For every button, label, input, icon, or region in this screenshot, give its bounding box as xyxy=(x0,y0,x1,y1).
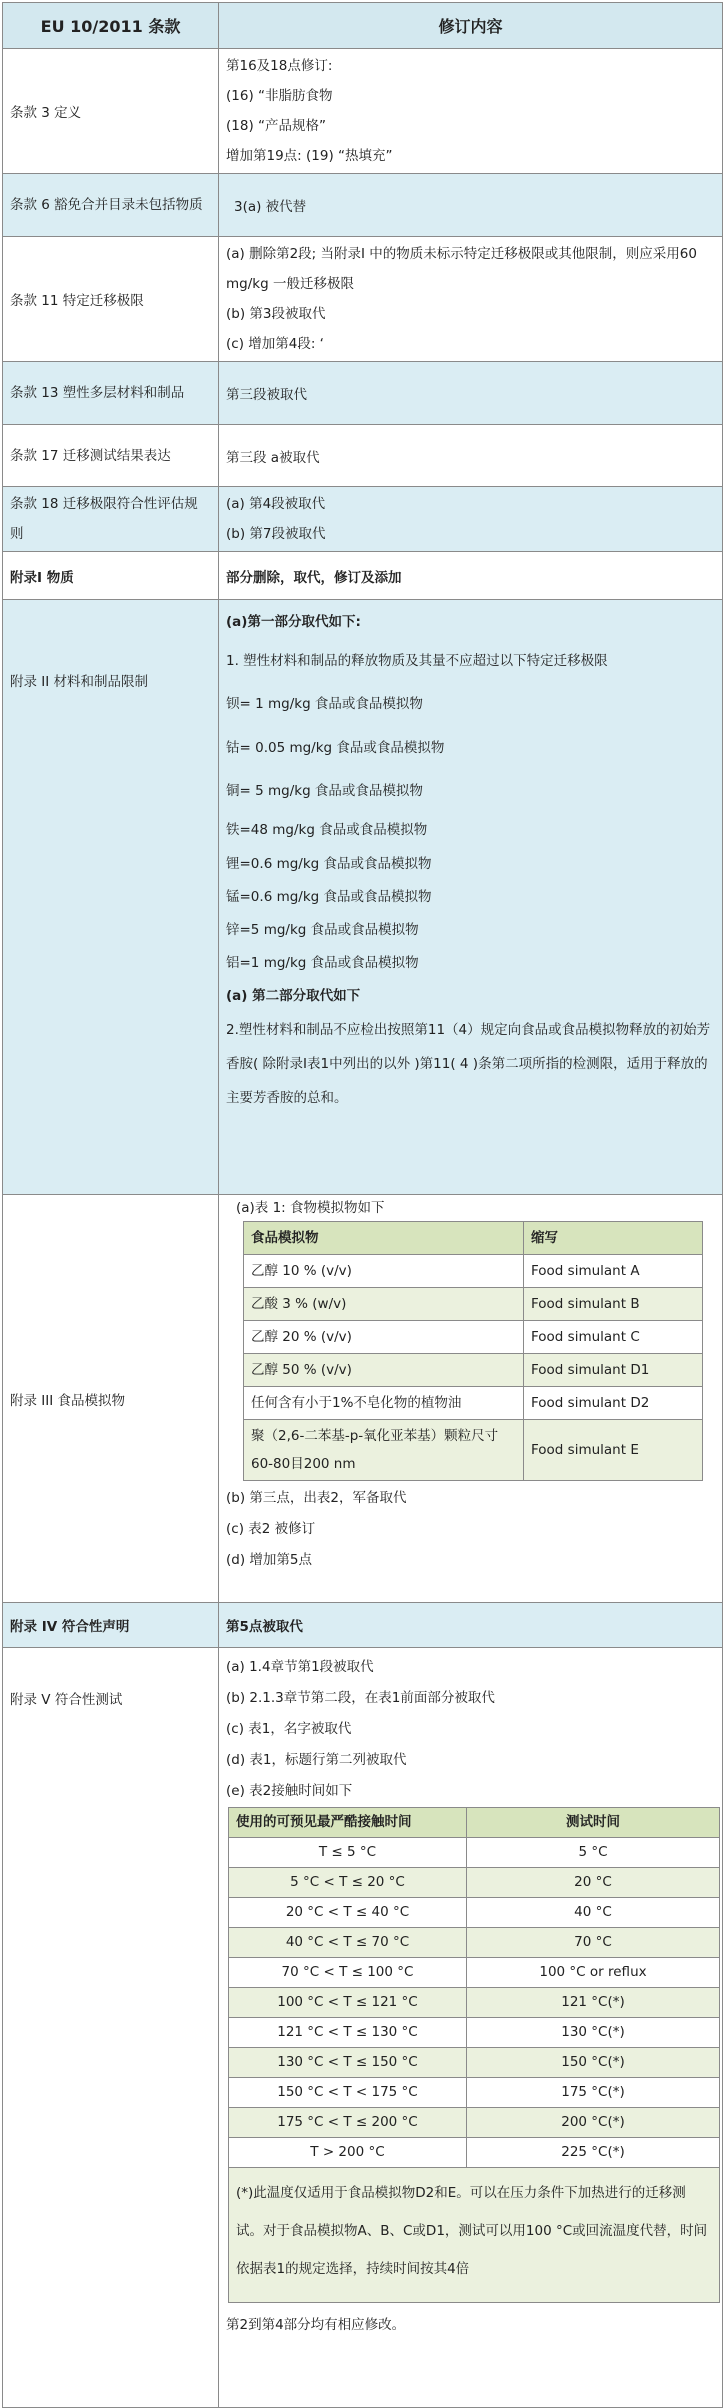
sub-table-row xyxy=(244,1255,703,1288)
clause-cell: 附录 V 符合性测试 xyxy=(3,1648,219,2408)
clause-cell: 条款 3 定义 xyxy=(3,49,219,174)
sub-table-row xyxy=(229,2018,720,2048)
cell: Food simulant D2 xyxy=(524,1387,703,1420)
line: 铜= 5 mg/kg 食品或食品模拟物 xyxy=(226,783,423,799)
table-row xyxy=(3,237,723,362)
line: 1. 塑性材料和制品的释放物质及其量不应超过以下特定迁移极限 xyxy=(226,653,608,669)
clause-cell: 附录 II 材料和制品限制 xyxy=(3,600,219,1195)
header-cell: 食品模拟物 xyxy=(244,1222,524,1255)
content-cell xyxy=(219,600,723,1195)
table-row xyxy=(3,1195,723,1603)
line: (c) 增加第4段: ‘ xyxy=(226,336,324,352)
cell: 乙醇 10 % (v/v) xyxy=(244,1255,524,1288)
sub-table-row xyxy=(229,2048,720,2078)
sub-table-row xyxy=(244,1387,703,1420)
cell: 130 °C(*) xyxy=(467,2018,720,2048)
header-content: 修订内容 xyxy=(219,3,723,49)
table-row xyxy=(3,362,723,425)
line: (b) 第三点，出表2，军备取代 xyxy=(226,1490,407,1506)
sub-table-row xyxy=(229,1838,720,1868)
clause-cell: 附录 III 食品模拟物 xyxy=(3,1195,219,1603)
line: 锂=0.6 mg/kg 食品或食品模拟物 xyxy=(226,856,432,872)
header-cell: 使用的可预见最严酷接触时间 xyxy=(229,1808,467,1838)
line: 3(a) 被代替 xyxy=(234,199,307,215)
clause-cell: 条款 11 特定迁移极限 xyxy=(3,237,219,362)
cell: 5 °C xyxy=(467,1838,720,1868)
cell: 乙醇 20 % (v/v) xyxy=(244,1321,524,1354)
cell: Food simulant C xyxy=(524,1321,703,1354)
line: (b) 第7段被取代 xyxy=(226,526,326,542)
cell: 175 °C(*) xyxy=(467,2078,720,2108)
content-cell xyxy=(219,237,723,362)
line: (e) 表2接触时间如下 xyxy=(226,1783,353,1799)
cell: 130 °C < T ≤ 150 °C xyxy=(229,2048,467,2078)
sub-table-row xyxy=(229,2078,720,2108)
line: (a) 第4段被取代 xyxy=(226,496,326,512)
cell: 100 °C or reflux xyxy=(467,1958,720,1988)
cell: Food simulant E xyxy=(524,1420,703,1481)
cell: T ≤ 5 °C xyxy=(229,1838,467,1868)
cell: 任何含有小于1%不皂化物的植物油 xyxy=(244,1387,524,1420)
header-clause: EU 10/2011 条款 xyxy=(3,3,219,49)
sub-table-row xyxy=(229,1898,720,1928)
sub-table-row xyxy=(244,1321,703,1354)
line: (16) “非脂肪食物 xyxy=(226,88,333,104)
line: 第16及18点修订: xyxy=(226,58,333,74)
clause-cell: 条款 13 塑性多层材料和制品 xyxy=(3,362,219,425)
table-row xyxy=(3,1648,723,2408)
cell: 121 °C(*) xyxy=(467,1988,720,2018)
line: (b) 第3段被取代 xyxy=(226,306,326,322)
line: (a)表 1: 食物模拟物如下 xyxy=(236,1200,385,1216)
table-row xyxy=(3,425,723,487)
content-cell xyxy=(219,487,723,552)
cell: T > 200 °C xyxy=(229,2138,467,2168)
cell: 150 °C < T < 175 °C xyxy=(229,2078,467,2108)
table-header xyxy=(3,3,723,49)
line: 钴= 0.05 mg/kg 食品或食品模拟物 xyxy=(226,740,445,756)
line: 2.塑性材料和制品不应检出按照第11（4）规定向食品或食品模拟物释放的初始芳香胺( 除附录I表1中列出的以外 )第11( 4 )条第二项所指的检测限，适用于释放的主要芳香胺的总和。 xyxy=(226,1022,711,1106)
cell: 聚（2,6-二苯基-p-氧化亚苯基）颗粒尺寸60-80目200 nm xyxy=(244,1420,524,1481)
clause-cell: 条款 17 迁移测试结果表达 xyxy=(3,425,219,487)
line: 第2到第4部分均有相应修改。 xyxy=(226,2317,406,2333)
clause-cell: 条款 18 迁移极限符合性评估规则 xyxy=(3,487,219,552)
cell: 225 °C(*) xyxy=(467,2138,720,2168)
cell: 100 °C < T ≤ 121 °C xyxy=(229,1988,467,2018)
table-row xyxy=(3,487,723,552)
cell: Food simulant A xyxy=(524,1255,703,1288)
line: (b) 2.1.3章节第二段，在表1前面部分被取代 xyxy=(226,1690,495,1706)
cell: 20 °C < T ≤ 40 °C xyxy=(229,1898,467,1928)
table-row xyxy=(3,49,723,174)
line: 锰=0.6 mg/kg 食品或食品模拟物 xyxy=(226,889,432,905)
line: 铝=1 mg/kg 食品或食品模拟物 xyxy=(226,955,419,971)
cell: 175 °C < T ≤ 200 °C xyxy=(229,2108,467,2138)
line: (d) 表1，标题行第二列被取代 xyxy=(226,1752,407,1768)
content-cell: 第5点被取代 xyxy=(219,1603,723,1648)
header-cell: 缩写 xyxy=(524,1222,703,1255)
sub-table-row xyxy=(244,1420,703,1481)
sub-table-row xyxy=(229,2138,720,2168)
content-cell xyxy=(219,1648,723,2408)
line: (a) 1.4章节第1段被取代 xyxy=(226,1659,374,1675)
clause-cell: 附录I 物质 xyxy=(3,552,219,600)
cell: Food simulant D1 xyxy=(524,1354,703,1387)
cell: 121 °C < T ≤ 130 °C xyxy=(229,2018,467,2048)
sub-table-header xyxy=(244,1222,703,1255)
content-cell xyxy=(219,174,723,237)
content-cell: 第三段被取代 xyxy=(219,362,723,425)
content-cell xyxy=(219,49,723,174)
cell: 70 °C < T ≤ 100 °C xyxy=(229,1958,467,1988)
cell: 乙醇 50 % (v/v) xyxy=(244,1354,524,1387)
line: 锌=5 mg/kg 食品或食品模拟物 xyxy=(226,922,419,938)
cell: 150 °C(*) xyxy=(467,2048,720,2078)
sub-table-row xyxy=(229,2108,720,2138)
header-cell: 测试时间 xyxy=(467,1808,720,1838)
cell: 20 °C xyxy=(467,1868,720,1898)
cell: Food simulant B xyxy=(524,1288,703,1321)
line: (c) 表2 被修订 xyxy=(226,1521,316,1537)
cell: 乙酸 3 % (w/v) xyxy=(244,1288,524,1321)
cell: 70 °C xyxy=(467,1928,720,1958)
content-cell: 第三段 a被取代 xyxy=(219,425,723,487)
line: 钡= 1 mg/kg 食品或食品模拟物 xyxy=(226,696,423,712)
content-cell xyxy=(219,1195,723,1603)
line: 增加第19点: (19) “热填充” xyxy=(226,148,393,164)
sub-table-row xyxy=(244,1288,703,1321)
cell: 5 °C < T ≤ 20 °C xyxy=(229,1868,467,1898)
line: (18) “产品规格” xyxy=(226,118,326,134)
cell: 40 °C xyxy=(467,1898,720,1928)
footnote: (*)此温度仅适用于食品模拟物D2和E。可以在压力条件下加热进行的迁移测试。对于食品模拟物A、B、C或D1，测试可以用100 °C或回流温度代替，时间依据表1的规定选择，持续时间按其4倍 xyxy=(229,2168,720,2303)
cell: 200 °C(*) xyxy=(467,2108,720,2138)
amendment-table xyxy=(2,2,723,2408)
content-cell: 部分删除，取代，修订及添加 xyxy=(219,552,723,600)
food-simulant-table xyxy=(243,1221,703,1481)
sub-table-header xyxy=(229,1808,720,1838)
sub-table-row xyxy=(229,1988,720,2018)
sub-table-footnote xyxy=(229,2168,720,2303)
clause-cell: 附录 IV 符合性声明 xyxy=(3,1603,219,1648)
table-row xyxy=(3,600,723,1195)
cell: 40 °C < T ≤ 70 °C xyxy=(229,1928,467,1958)
line: (d) 增加第5点 xyxy=(226,1552,312,1568)
line: (a) 第二部分取代如下 xyxy=(226,988,361,1004)
table-row xyxy=(3,552,723,600)
line: 铁=48 mg/kg 食品或食品模拟物 xyxy=(226,822,428,838)
line: (a)第一部分取代如下: xyxy=(226,614,361,630)
table-row xyxy=(3,174,723,237)
table-row xyxy=(3,1603,723,1648)
sub-table-row xyxy=(229,1928,720,1958)
clause-cell: 条款 6 豁免合并目录未包括物质 xyxy=(3,174,219,237)
sub-table-row xyxy=(229,1958,720,1988)
sub-table-row xyxy=(244,1354,703,1387)
contact-time-table xyxy=(228,1807,720,2303)
sub-table-row xyxy=(229,1868,720,1898)
line: (c) 表1，名字被取代 xyxy=(226,1721,352,1737)
line: (a) 删除第2段; 当附录I 中的物质未标示特定迁移极限或其他限制，则应采用60 mg/kg 一般迁移极限 xyxy=(226,246,697,292)
